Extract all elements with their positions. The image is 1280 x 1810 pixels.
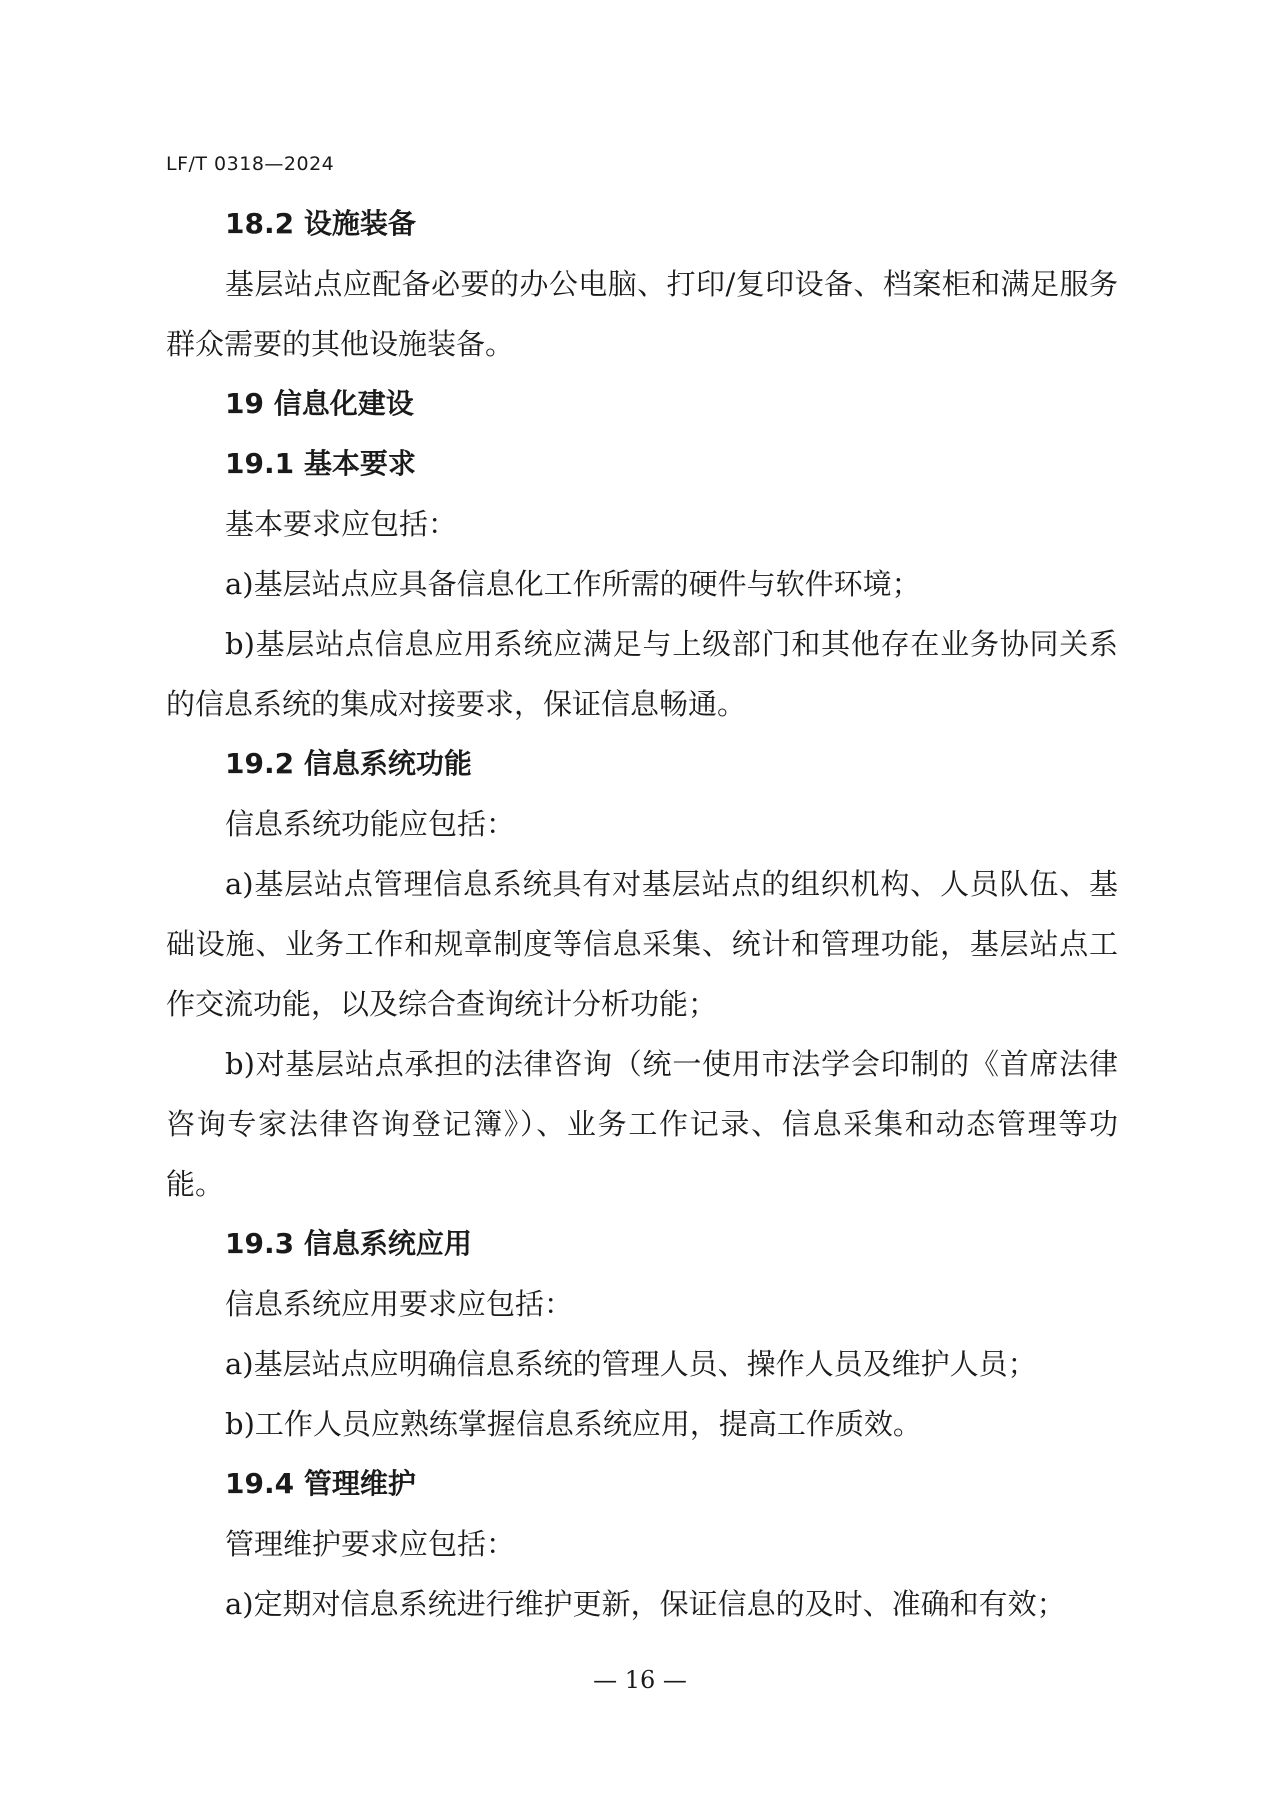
list-item-19-3-b: b)工作人员应熟练掌握信息系统应用，提高工作质效。 [225,1407,922,1441]
paragraph-19-3-intro: 信息系统应用要求应包括： [225,1287,574,1321]
list-item-19-2-b: b)对基层站点承担的法律咨询（统一使用市法学会印制的《首席法律咨询专家法律咨询登记簿》）、业务工作记录、信息采集和动态管理等功能。 [166,1047,1118,1201]
section-heading-19-3: 19.3 信息系统应用 [225,1227,472,1260]
section-heading-19-2: 19.2 信息系统功能 [225,747,472,780]
page-number: — 16 — [593,1666,687,1694]
document-code: LF/T 0318—2024 [166,153,335,175]
list-item-19-2-a: a)基层站点管理信息系统具有对基层站点的组织机构、人员队伍、基础设施、业务工作和规章制度等信息采集、统计和管理功能，基层站点工作交流功能，以及综合查询统计分析功能； [166,867,1118,1021]
list-item-19-3-a: a)基层站点应明确信息系统的管理人员、操作人员及维护人员； [225,1347,1037,1381]
paragraph-19-1-intro: 基本要求应包括： [225,507,458,541]
paragraph-19-2-intro: 信息系统功能应包括： [225,807,516,841]
section-heading-19-1: 19.1 基本要求 [225,447,416,480]
document-body [166,194,1118,1634]
paragraph-19-4-intro: 管理维护要求应包括： [225,1527,516,1561]
section-heading-18-2: 18.2 设施装备 [225,207,416,240]
list-item-19-1-b: b)基层站点信息应用系统应满足与上级部门和其他存在业务协同关系的信息系统的集成对接要求，保证信息畅通。 [166,627,1118,721]
list-item-19-4-a: a)定期对信息系统进行维护更新，保证信息的及时、准确和有效； [225,1587,1066,1621]
section-heading-19: 19 信息化建设 [225,387,414,420]
paragraph-18-2-body: 基层站点应配备必要的办公电脑、打印/复印设备、档案柜和满足服务群众需要的其他设施装备。 [166,267,1118,361]
section-heading-19-4: 19.4 管理维护 [225,1467,416,1500]
list-item-19-1-a: a)基层站点应具备信息化工作所需的硬件与软件环境； [225,567,921,601]
